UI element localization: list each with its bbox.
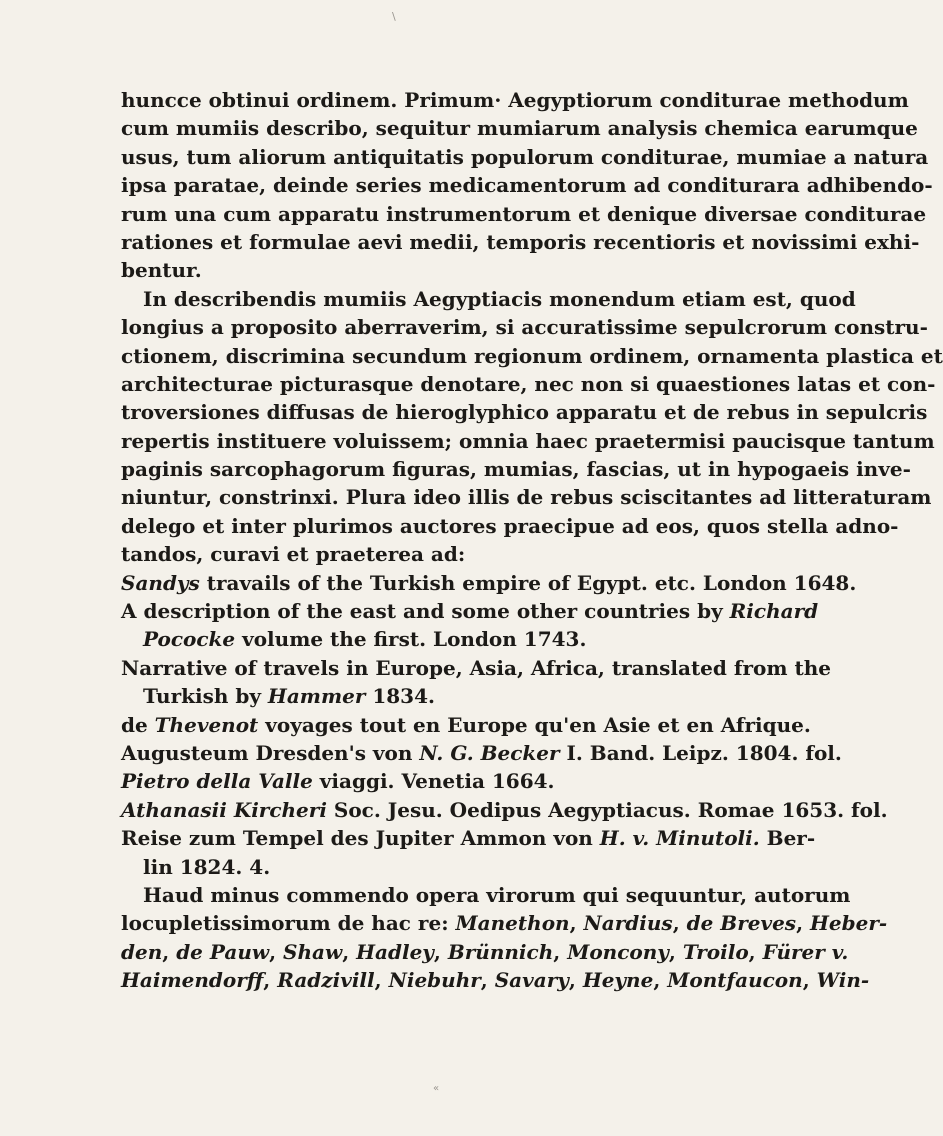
text-segment: , <box>480 968 495 993</box>
italic-segment: Pococke <box>143 627 236 652</box>
text-line <box>121 370 936 398</box>
italic-segment: Win- <box>816 968 870 993</box>
italic-segment: Niebuhr <box>388 968 481 993</box>
text-segment: , <box>672 911 687 936</box>
text-segment: architecturae picturasque denotare, nec non si quaestiones latas et con- <box>121 371 936 396</box>
text-segment: , <box>269 939 284 964</box>
italic-segment: de Breves <box>686 911 797 936</box>
text-segment: paginis sarcophagorum figuras, mumias, fascias, ut in hypogaeis inve- <box>121 457 911 482</box>
text-segment: repertis instituere voluissem; omnia haec praetermisi paucisque tantum <box>121 428 935 453</box>
text-segment: delego et inter plurimos auctores praecipue ad eos, quos stella adno- <box>121 513 899 538</box>
text-segment: Ber- <box>759 826 816 851</box>
text-line <box>121 625 710 653</box>
text-line <box>121 171 933 199</box>
text-line <box>121 342 943 370</box>
italic-segment: Thevenot <box>154 712 259 737</box>
italic-segment: N. G. Becker <box>419 740 560 765</box>
text-segment: Haud minus commendo opera virorum qui sequuntur, autorum <box>143 882 851 907</box>
text-segment: I. Band. Leipz. 1804. fol. <box>559 740 842 765</box>
italic-segment: Hadley <box>356 939 434 964</box>
text-line <box>121 881 851 909</box>
page-bottom-mark: « <box>433 1083 440 1094</box>
text-segment: , <box>568 968 583 993</box>
text-segment: longius a proposito aberraverim, si accuratissime sepulcrorum constru- <box>121 315 928 340</box>
text-line <box>121 739 842 767</box>
italic-segment: Brünnich <box>447 939 554 964</box>
text-line <box>121 86 909 114</box>
italic-segment: Pietro della Valle <box>121 769 313 794</box>
text-segment: , <box>748 939 763 964</box>
text-line <box>121 143 929 171</box>
text-line <box>121 540 710 568</box>
text-segment: , <box>553 939 568 964</box>
text-segment: ipsa paratae, deinde series medicamentorum ad conditurara adhibendo- <box>121 173 933 198</box>
text-segment: Augusteum Dresden's von <box>121 740 420 765</box>
text-segment: In describendis mumiis Aegyptiacis monendum etiam est, quod <box>143 286 856 311</box>
text-line <box>121 966 870 994</box>
text-line <box>121 569 857 597</box>
italic-segment: Haimendorff <box>121 968 264 993</box>
text-segment: de <box>121 712 155 737</box>
text-segment: lin 1824. 4. <box>143 854 271 879</box>
text-line <box>121 483 932 511</box>
text-segment: cum mumiis describo, sequitur mumiarum analysis chemica earumque <box>121 116 918 141</box>
text-segment: Turkish by <box>143 684 268 709</box>
text-line <box>121 398 928 426</box>
text-segment: ctionem, discrimina secundum regionum ordinem, ornamenta plastica et <box>121 343 943 368</box>
text-segment: huncce obtinui ordinem. Primum· Aegyptiorum conditurae methodum <box>121 88 909 112</box>
text-segment: travails of the Turkish empire of Egypt. etc. London 1648. <box>199 570 857 595</box>
text-segment: 1834. <box>365 684 435 709</box>
text-segment: rationes et formulae aevi medii, temporis recentioris et novissimi exhi- <box>121 229 920 254</box>
text-segment: , <box>668 939 683 964</box>
page-top-mark: \ <box>392 10 396 23</box>
text-segment: Reise zum Tempel des Jupiter Ammon von <box>121 826 600 851</box>
text-segment: , <box>433 939 448 964</box>
text-segment: troversiones diffusas de hieroglyphico apparatu et de rebus in sepulcris <box>121 400 928 425</box>
italic-segment: Richard <box>729 599 819 624</box>
text-line <box>121 512 899 540</box>
italic-segment: Hammer <box>267 684 366 709</box>
italic-segment: Manethon <box>455 911 570 936</box>
text-segment: voyages tout en Europe qu'en Asie et en Afrique. <box>258 712 811 737</box>
text-segment: , <box>342 939 357 964</box>
page-body-text <box>121 86 943 995</box>
italic-segment: Shaw <box>283 939 343 964</box>
text-line <box>121 909 888 937</box>
italic-segment: Heber- <box>810 911 888 936</box>
italic-segment: Heyne <box>582 968 654 993</box>
italic-segment: H. v. Minutoli. <box>599 826 760 851</box>
text-segment: , <box>796 911 811 936</box>
italic-segment: den <box>121 939 163 964</box>
text-segment: niuntur, constrinxi. Plura ideo illis de rebus sciscitantes ad litteraturam <box>121 485 932 510</box>
italic-segment: Savary <box>494 968 569 993</box>
text-line <box>121 938 849 966</box>
text-segment: usus, tum aliorum antiquitatis populorum conditurae, mumiae a natura <box>121 144 929 169</box>
italic-segment: Fürer v. <box>762 939 849 964</box>
italic-segment: Athanasii Kircheri <box>121 797 327 822</box>
text-segment: , <box>374 968 389 993</box>
text-segment: A description of the east and some other countries by <box>121 599 730 624</box>
text-line <box>121 597 819 625</box>
text-segment: Soc. Jesu. Oedipus Aegyptiacus. Romae 1653. fol. <box>326 797 888 822</box>
text-segment: , <box>653 968 668 993</box>
text-line <box>121 114 918 142</box>
text-segment: , <box>569 911 584 936</box>
text-line <box>121 285 856 313</box>
text-line <box>121 853 710 881</box>
text-line <box>121 455 911 483</box>
text-segment: tandos, curavi et praeterea ad: <box>121 542 466 567</box>
text-line <box>121 796 888 824</box>
italic-segment: Nardius <box>583 911 673 936</box>
text-segment: , <box>802 968 817 993</box>
text-segment: bentur. <box>121 258 202 283</box>
text-segment: , <box>162 939 177 964</box>
text-segment: rum una cum apparatu instrumentorum et denique diversae conditurae <box>121 201 927 226</box>
text-line <box>121 256 710 284</box>
text-line <box>121 682 710 710</box>
text-line <box>121 200 927 228</box>
italic-segment: Sandys <box>121 570 200 595</box>
text-segment: volume the first. London 1743. <box>235 627 587 652</box>
italic-segment: Radzivill <box>277 968 375 993</box>
text-line <box>121 654 831 682</box>
text-line <box>121 228 920 256</box>
text-line <box>121 767 710 795</box>
text-segment: locupletissimorum de hac re: <box>121 911 456 936</box>
text-segment: , <box>263 968 278 993</box>
text-line <box>121 824 816 852</box>
italic-segment: Montfaucon <box>667 968 803 993</box>
italic-segment: Moncony <box>567 939 669 964</box>
text-line <box>121 313 928 341</box>
text-segment: Narrative of travels in Europe, Asia, Africa, translated from the <box>121 655 831 680</box>
italic-segment: Troilo <box>682 939 749 964</box>
text-segment: viaggi. Venetia 1664. <box>312 769 555 794</box>
italic-segment: de Pauw <box>176 939 270 964</box>
text-line <box>121 711 811 739</box>
text-line <box>121 427 935 455</box>
